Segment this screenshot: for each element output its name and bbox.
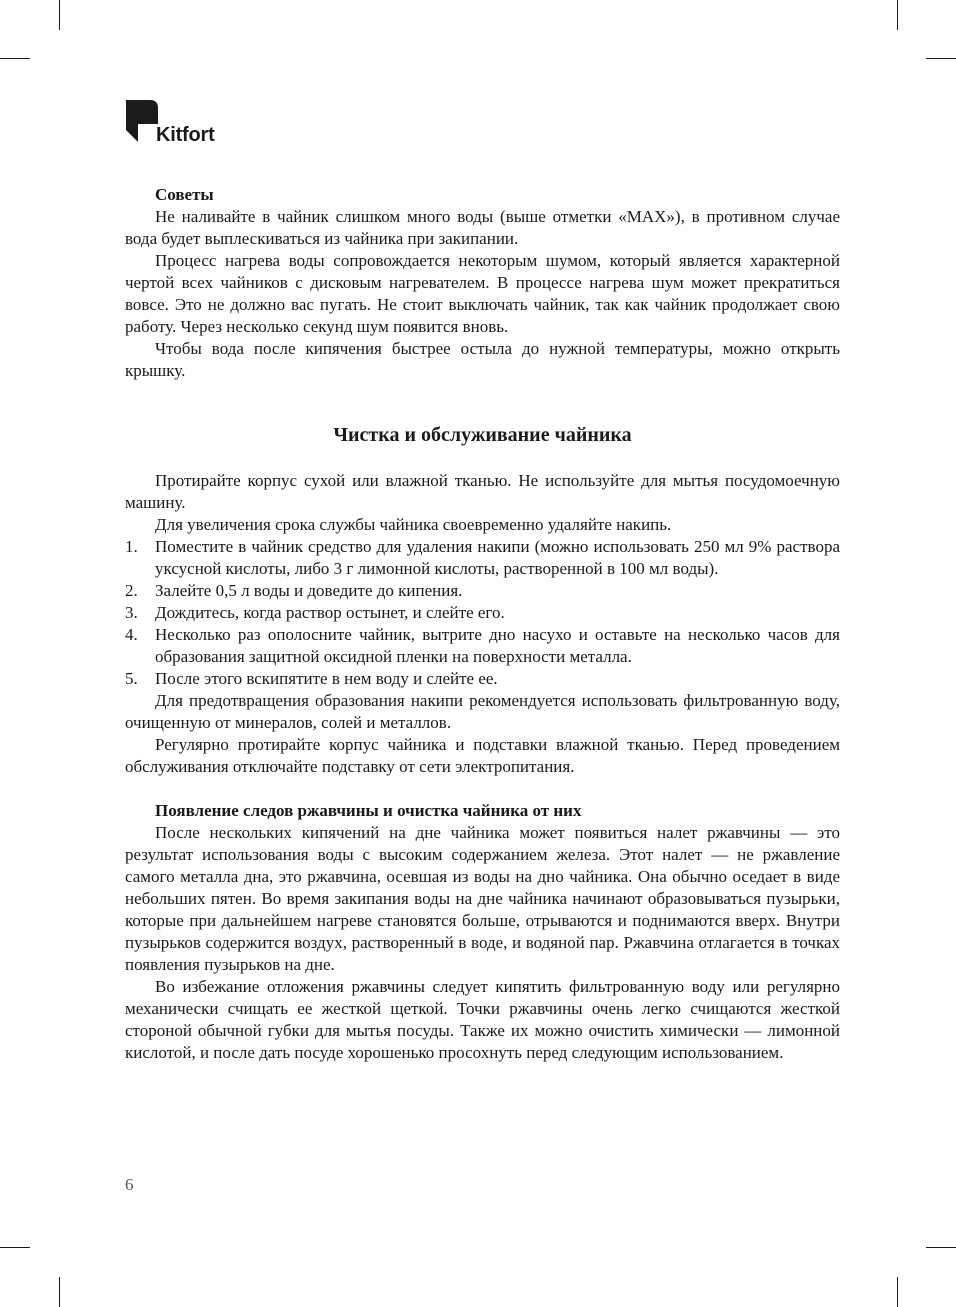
tips-paragraph: Процесс нагрева воды сопровождается некоторым шумом, который является характерной чертой всех чайников с дисковым нагревателем. В процессе нагрева шум может прекратиться вовсе. Это не должно вас пугать. Не стоит выключать чайник, так как чайник продолжает свою работу. Через несколько секунд шум появится вновь.: [125, 251, 840, 336]
list-item: [125, 602, 840, 624]
page-content: [125, 184, 840, 1064]
step-number: 1.: [125, 537, 138, 556]
step-text: Дождитесь, когда раствор остынет, и слейте его.: [155, 603, 505, 622]
cleaning-paragraph: Для предотвращения образования накипи рекомендуется использовать фильтрованную воду, очищенную от минералов, солей и металлов.: [125, 691, 840, 732]
list-item: [125, 580, 840, 602]
step-text: Поместите в чайник средство для удаления накипи (можно использовать 250 мл 9% раствора уксусной кислоты, либо 3 г лимонной кислоты, растворенной в 100 мл воды).: [155, 537, 840, 578]
crop-mark: [0, 58, 30, 59]
cleaning-intro: Для увеличения срока службы чайника своевременно удаляйте накипь.: [155, 515, 672, 534]
tips-heading: Советы: [155, 185, 214, 204]
section-title: Чистка и обслуживание чайника: [333, 424, 632, 446]
step-number: 4.: [125, 625, 138, 644]
crop-mark: [926, 1247, 956, 1248]
crop-mark: [0, 1247, 30, 1248]
crop-mark: [926, 58, 956, 59]
step-text: Залейте 0,5 л воды и доведите до кипения.: [155, 581, 463, 600]
tips-paragraph: Чтобы вода после кипячения быстрее остыла до нужной температуры, можно открыть крышку.: [125, 339, 840, 380]
crop-mark: [59, 0, 60, 30]
step-text: Несколько раз ополосните чайник, вытрите дно насухо и оставьте на несколько часов для образования защитной оксидной пленки на поверхности металла.: [155, 625, 840, 666]
crop-mark: [59, 1277, 60, 1307]
list-item: [125, 536, 840, 580]
tips-paragraph: Не наливайте в чайник слишком много воды (выше отметки «MAX»), в противном случае вода будет выплескиваться из чайника при закипании.: [125, 207, 840, 248]
cleaning-paragraph: Регулярно протирайте корпус чайника и подставки влажной тканью. Перед проведением обслуживания отключайте подставку от сети электропитания.: [125, 735, 840, 776]
crop-mark: [897, 0, 898, 30]
step-number: 3.: [125, 603, 138, 622]
cleaning-intro: Протирайте корпус сухой или влажной тканью. Не используйте для мытья посудомоечную машину.: [125, 471, 840, 512]
step-text: После этого вскипятите в нем воду и слейте ее.: [155, 669, 498, 688]
rust-paragraph: После нескольких кипячений на дне чайника может появиться налет ржавчины — это результат использования воды с высоким содержанием железа. Этот налет — не ржавление самого металла дна, это ржавчина, осевшая из воды на дно чайника. Она обычно оседает в виде небольших пятен. Во время закипания воды на дне чайника начинают образовываться пузырьки, которые при дальнейшем нагреве становятся больше, отрываются и поднимаются вверх. Внутри пузырьков содержится воздух, растворенный в воде, и водяной пар. Ржавчина отлагается в точках появления пузырьков на дне.: [125, 823, 840, 974]
rust-heading: Появление следов ржавчины и очистка чайника от них: [155, 801, 582, 820]
logo-text: Kitfort: [156, 124, 215, 146]
list-item: [125, 624, 840, 668]
descaling-steps: [125, 536, 840, 690]
rust-paragraph: Во избежание отложения ржавчины следует кипятить фильтрованную воду или регулярно механически счищать ее жесткой щеткой. Точки ржавчины очень легко счищаются жесткой стороной обычной губки для мытья посуды. Также их можно очистить химически — лимонной кислотой, и после дать посуде хорошенько просохнуть перед следующим использованием.: [125, 977, 840, 1062]
step-number: 2.: [125, 581, 138, 600]
spacer: [125, 778, 840, 800]
crop-mark: [897, 1277, 898, 1307]
page-number: 6: [125, 1175, 134, 1194]
list-item: [125, 668, 840, 690]
step-number: 5.: [125, 669, 138, 688]
